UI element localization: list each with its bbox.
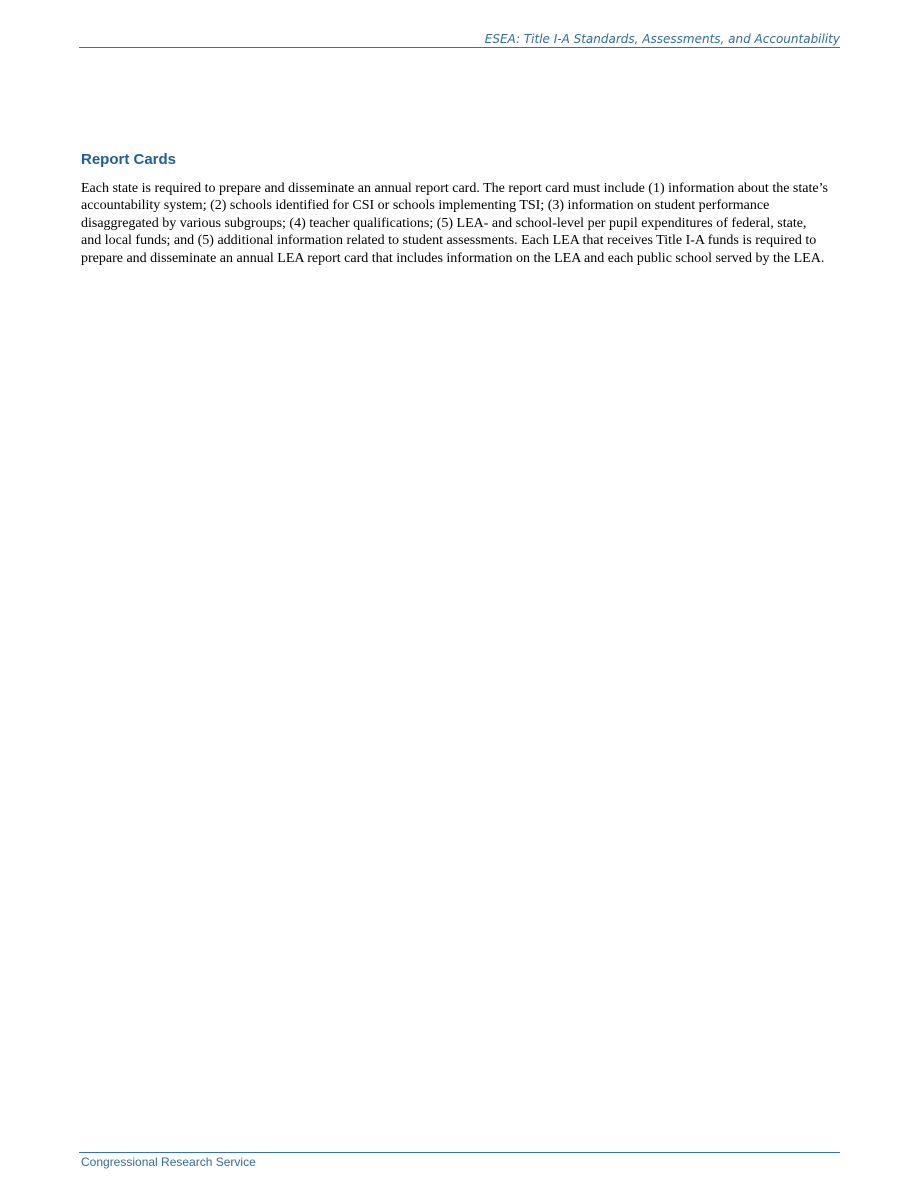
footer-label: Congressional Research Service	[81, 1155, 256, 1169]
running-header	[79, 32, 840, 48]
running-header-title: ESEA: Title I-A Standards, Assessments, and Accountability	[484, 32, 840, 46]
body-paragraph: Each state is required to prepare and disseminate an annual report card. The report card must include (1) information about the state’s accountability system; (2) schools identified for CSI or schools implementing TSI; (3) information on student performance disaggregated by various subgroups; (4) teacher qualifications; (5) LEA- and school-level per pupil expenditures of federal, state, and local funds; and (5) additional information related to student assessments. Each LEA that receives Title I-A funds is required to prepare and disseminate an annual LEA report card that includes information on the LEA and each public school served by the LEA.	[81, 181, 828, 266]
footer-rule	[79, 1152, 840, 1153]
section-heading: Report Cards	[81, 151, 177, 168]
